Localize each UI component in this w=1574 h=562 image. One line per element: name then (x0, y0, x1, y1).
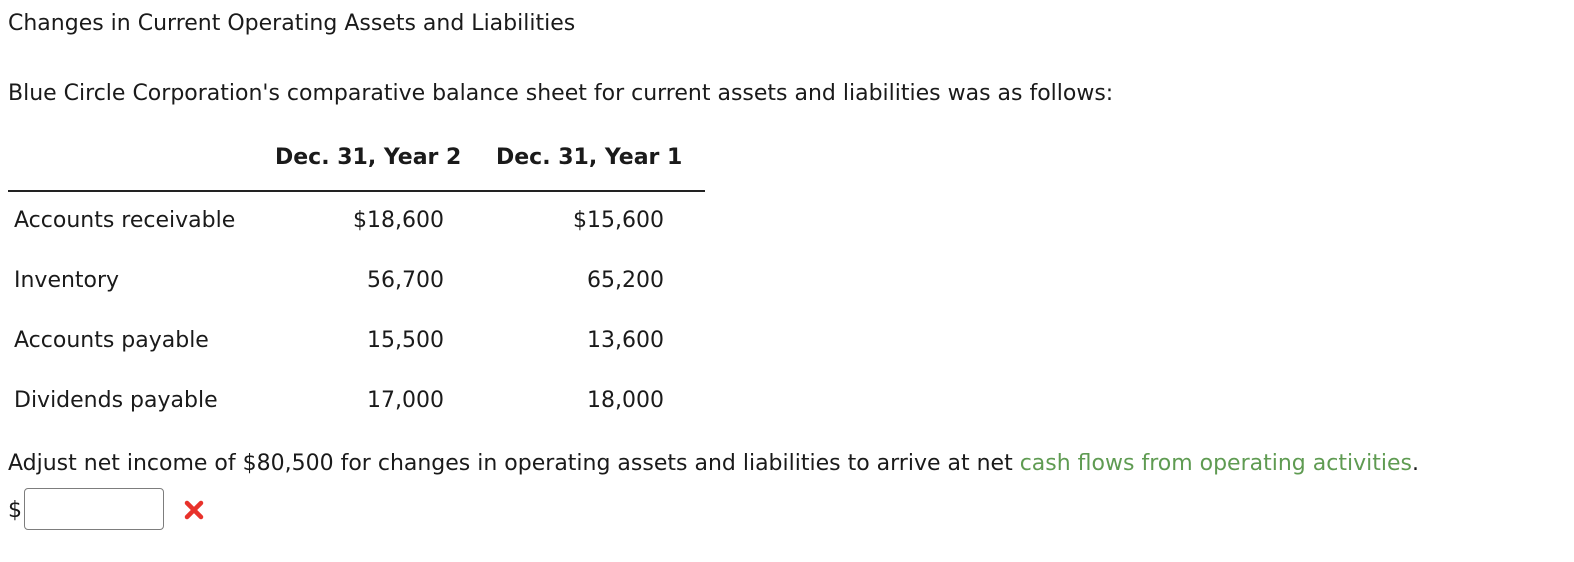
row-value-year-2: 56,700 (367, 268, 444, 293)
x-mark-icon (182, 498, 206, 522)
answer-input[interactable] (24, 488, 164, 530)
question-instruction (8, 449, 1419, 479)
row-value-year-1: $15,600 (573, 208, 664, 233)
instruction-period: . (1411, 451, 1419, 476)
table-row (8, 252, 705, 312)
row-value-year-2: 15,500 (367, 328, 444, 353)
row-value-year-1: 18,000 (587, 388, 664, 413)
row-label: Accounts receivable (14, 208, 236, 233)
row-label: Accounts payable (14, 328, 209, 353)
column-header-year-1: Dec. 31, Year 1 (496, 145, 683, 170)
row-value-year-1: 13,600 (587, 328, 664, 353)
row-label: Dividends payable (14, 388, 218, 413)
problem-title: Changes in Current Operating Assets and Liabilities (8, 11, 576, 36)
balance-sheet-table (8, 140, 705, 432)
table-header (8, 140, 705, 192)
currency-symbol: $ (8, 498, 22, 523)
instruction-text: Adjust net income of $80,500 for changes in operating assets and liabilities to arrive at net (8, 451, 1020, 476)
row-value-year-1: 65,200 (587, 268, 664, 293)
glossary-term-link[interactable]: cash flows from operating activities (1019, 451, 1412, 476)
row-label: Inventory (14, 268, 120, 293)
table-row (8, 192, 705, 252)
problem-intro: Blue Circle Corporation's comparative balance sheet for current assets and liabilities was as follows: (8, 81, 1114, 106)
row-value-year-2: 17,000 (367, 388, 444, 413)
row-value-year-2: $18,600 (353, 208, 444, 233)
column-header-year-2: Dec. 31, Year 2 (275, 145, 462, 170)
table-row (8, 372, 705, 432)
table-row (8, 312, 705, 372)
